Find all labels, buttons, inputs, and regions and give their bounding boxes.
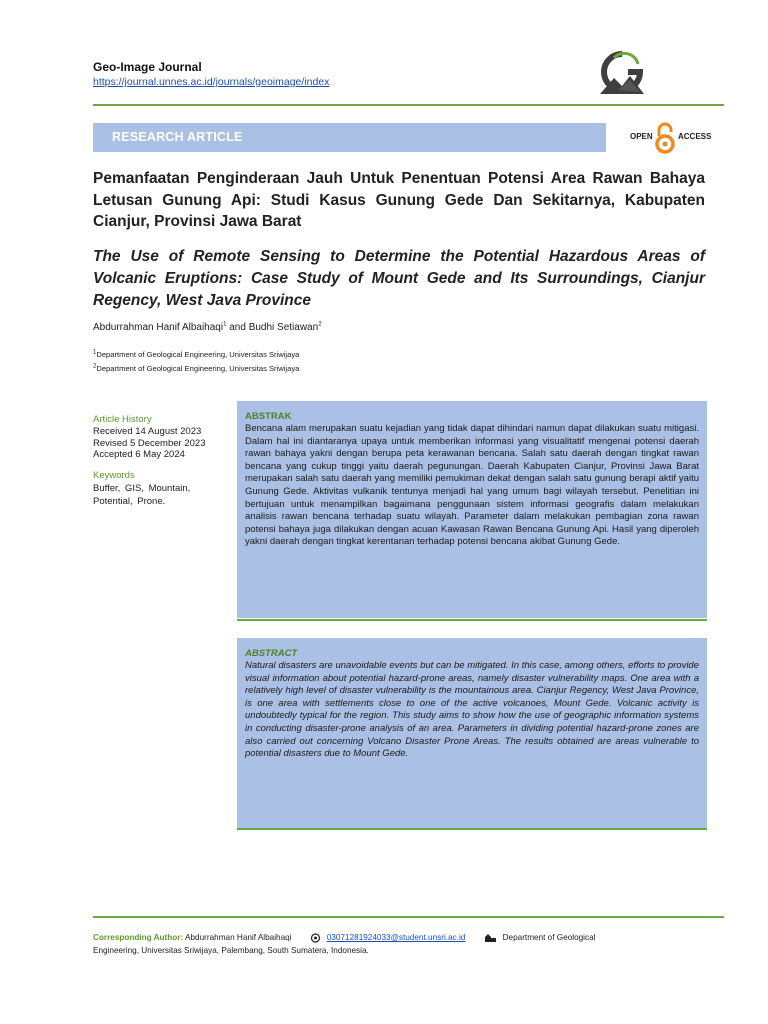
article-history-heading: Article History [93, 414, 152, 425]
keywords-heading: Keywords [93, 470, 135, 481]
open-access-lock-icon [654, 122, 676, 154]
address-line1: Department of Geological [502, 933, 596, 942]
article-history [93, 426, 205, 461]
abstrak-heading: ABSTRAK [245, 411, 292, 422]
banner-label: RESEARCH ARTICLE [112, 130, 243, 144]
abstract-box [237, 638, 707, 828]
abstract-text: Natural disasters are unavoidable events but can be mitigated. In this case, among others, efforts to provide visual information about potential hazard-prone areas, namely disaster vulnerability maps. One area with a relatively high level of disaster vulnerability is the mountainous area. Cianjur Regency, West Java Province, is one area with settlements close to one of the active volcanoes, Mount Gede. Volcanic activity is undoubtedly typical for the region. This study aims to show how the use of geographic information systems in conducting disaster-prone analysis of an area. Parameters in dividing potential hazard-prone zones are also carried out concerning Volcano Disaster Prone Areas. The results obtained are areas vulnerable to potential disasters due to Mount Gede. [245, 660, 699, 760]
keywords-list: Buffer, GIS, Mountain, Potential, Prone. [93, 483, 191, 507]
email-icon [310, 933, 321, 943]
affiliation-text: Department of Geological Engineering, Universitas Sriwijaya [96, 364, 300, 373]
footer-divider [93, 916, 724, 918]
affiliation-sup: 1 [93, 349, 97, 356]
revised-date: Revised 5 December 2023 [93, 437, 206, 449]
author-name: Budhi Setiawan [248, 322, 319, 333]
author-name: Abdurrahman Hanif Albaihaqi [93, 322, 224, 333]
title-indonesian: Pemanfaatan Penginderaan Jauh Untuk Penentuan Potensi Area Rawan Bahaya Letusan Gunung Api: Studi Kasus Gunung Gede Dan Sekitarnya, Kabupaten Cianjur, Provinsi Jawa Barat [93, 170, 705, 230]
received-date: Received 14 August 2023 [93, 426, 202, 437]
open-access-badge [628, 122, 720, 154]
abstrak-box [237, 401, 707, 618]
journal-url-link[interactable]: https://journal.unnes.ac.id/journals/geoimage/index [93, 76, 330, 88]
address-line2: Engineering, Universitas Sriwijaya, Palembang, South Sumatera, Indonesia. [93, 946, 369, 955]
author-sup: 1 [223, 321, 227, 328]
corresponding-author-label: Corresponding Author: [93, 933, 184, 942]
affiliation-sup: 2 [93, 363, 97, 370]
corresponding-email-link[interactable]: 03071281924033@student.unsri.ac.id [326, 933, 466, 942]
abstract-divider [237, 828, 707, 830]
author-sup: 2 [318, 321, 322, 328]
title-english: The Use of Remote Sensing to Determine the Potential Hazardous Areas of Volcanic Eruptions: Case Study of Mount Gede and Its Surroundings, Cianjur Regency, West Java Province [93, 248, 705, 309]
journal-logo-icon [594, 50, 650, 100]
open-access-access-text: ACCESS [678, 132, 712, 141]
header-divider [93, 104, 724, 106]
abstrak-text: Bencana alam merupakan suatu kejadian yang tidak dapat dihindari namun dapat dilakukan suatu mitigasi. Dalam hal ini diantaranya upaya untuk memberikan informasi yang visualitatif mengenai potensi daerah rawan bahaya yakni dengan berupa peta kerawanan bencana. Salah satu daerah dengan tingkat rawan bencana yang cukup tinggi yaitu daerah pegunungan. Daerah Kabupaten Cianjur, Provinsi Jawa Barat merupakan salah satu daerah yang memiliki pemukiman dekat dengan salah satu gunung berapi aktif yaitu Gunung Gede. Aktivitas vulkanik tentunya menjadi hal yang umum bagi wilayah tersebut. Penelitian ini bertujuan untuk menampilkan bagaimana penggunaan sistem informasi geografis dalam melakukan analisis rawan bencana terhadap suatu wilayah. Parameter dalam melakukan pembagian zona rawan potensi bahaya juga dilakukan dengan acuan Kawasan Rawan Bencana Gunung Api. Hasil yang diperoleh yakni daerah dengan tingkat kerentanan terhadap potensi bencana akibat Gunung Gede. [245, 423, 699, 548]
affiliation-text: Department of Geological Engineering, Universitas Sriwijaya [96, 350, 300, 359]
affiliation [93, 364, 299, 373]
journal-name: Geo-Image Journal [93, 60, 202, 74]
corresponding-author-name: Abdurrahman Hanif Albaihaqi [185, 933, 292, 942]
research-article-banner [93, 123, 606, 152]
abstract-heading: ABSTRACT [245, 648, 298, 659]
open-access-open-text: OPEN [630, 132, 653, 141]
author-list [93, 322, 322, 333]
abstrak-divider [237, 619, 707, 621]
affiliation [93, 350, 299, 359]
corresponding-author [93, 931, 673, 957]
address-icon [484, 933, 497, 943]
accepted-date: Accepted 6 May 2024 [93, 449, 185, 460]
author-conj: and [226, 322, 249, 333]
